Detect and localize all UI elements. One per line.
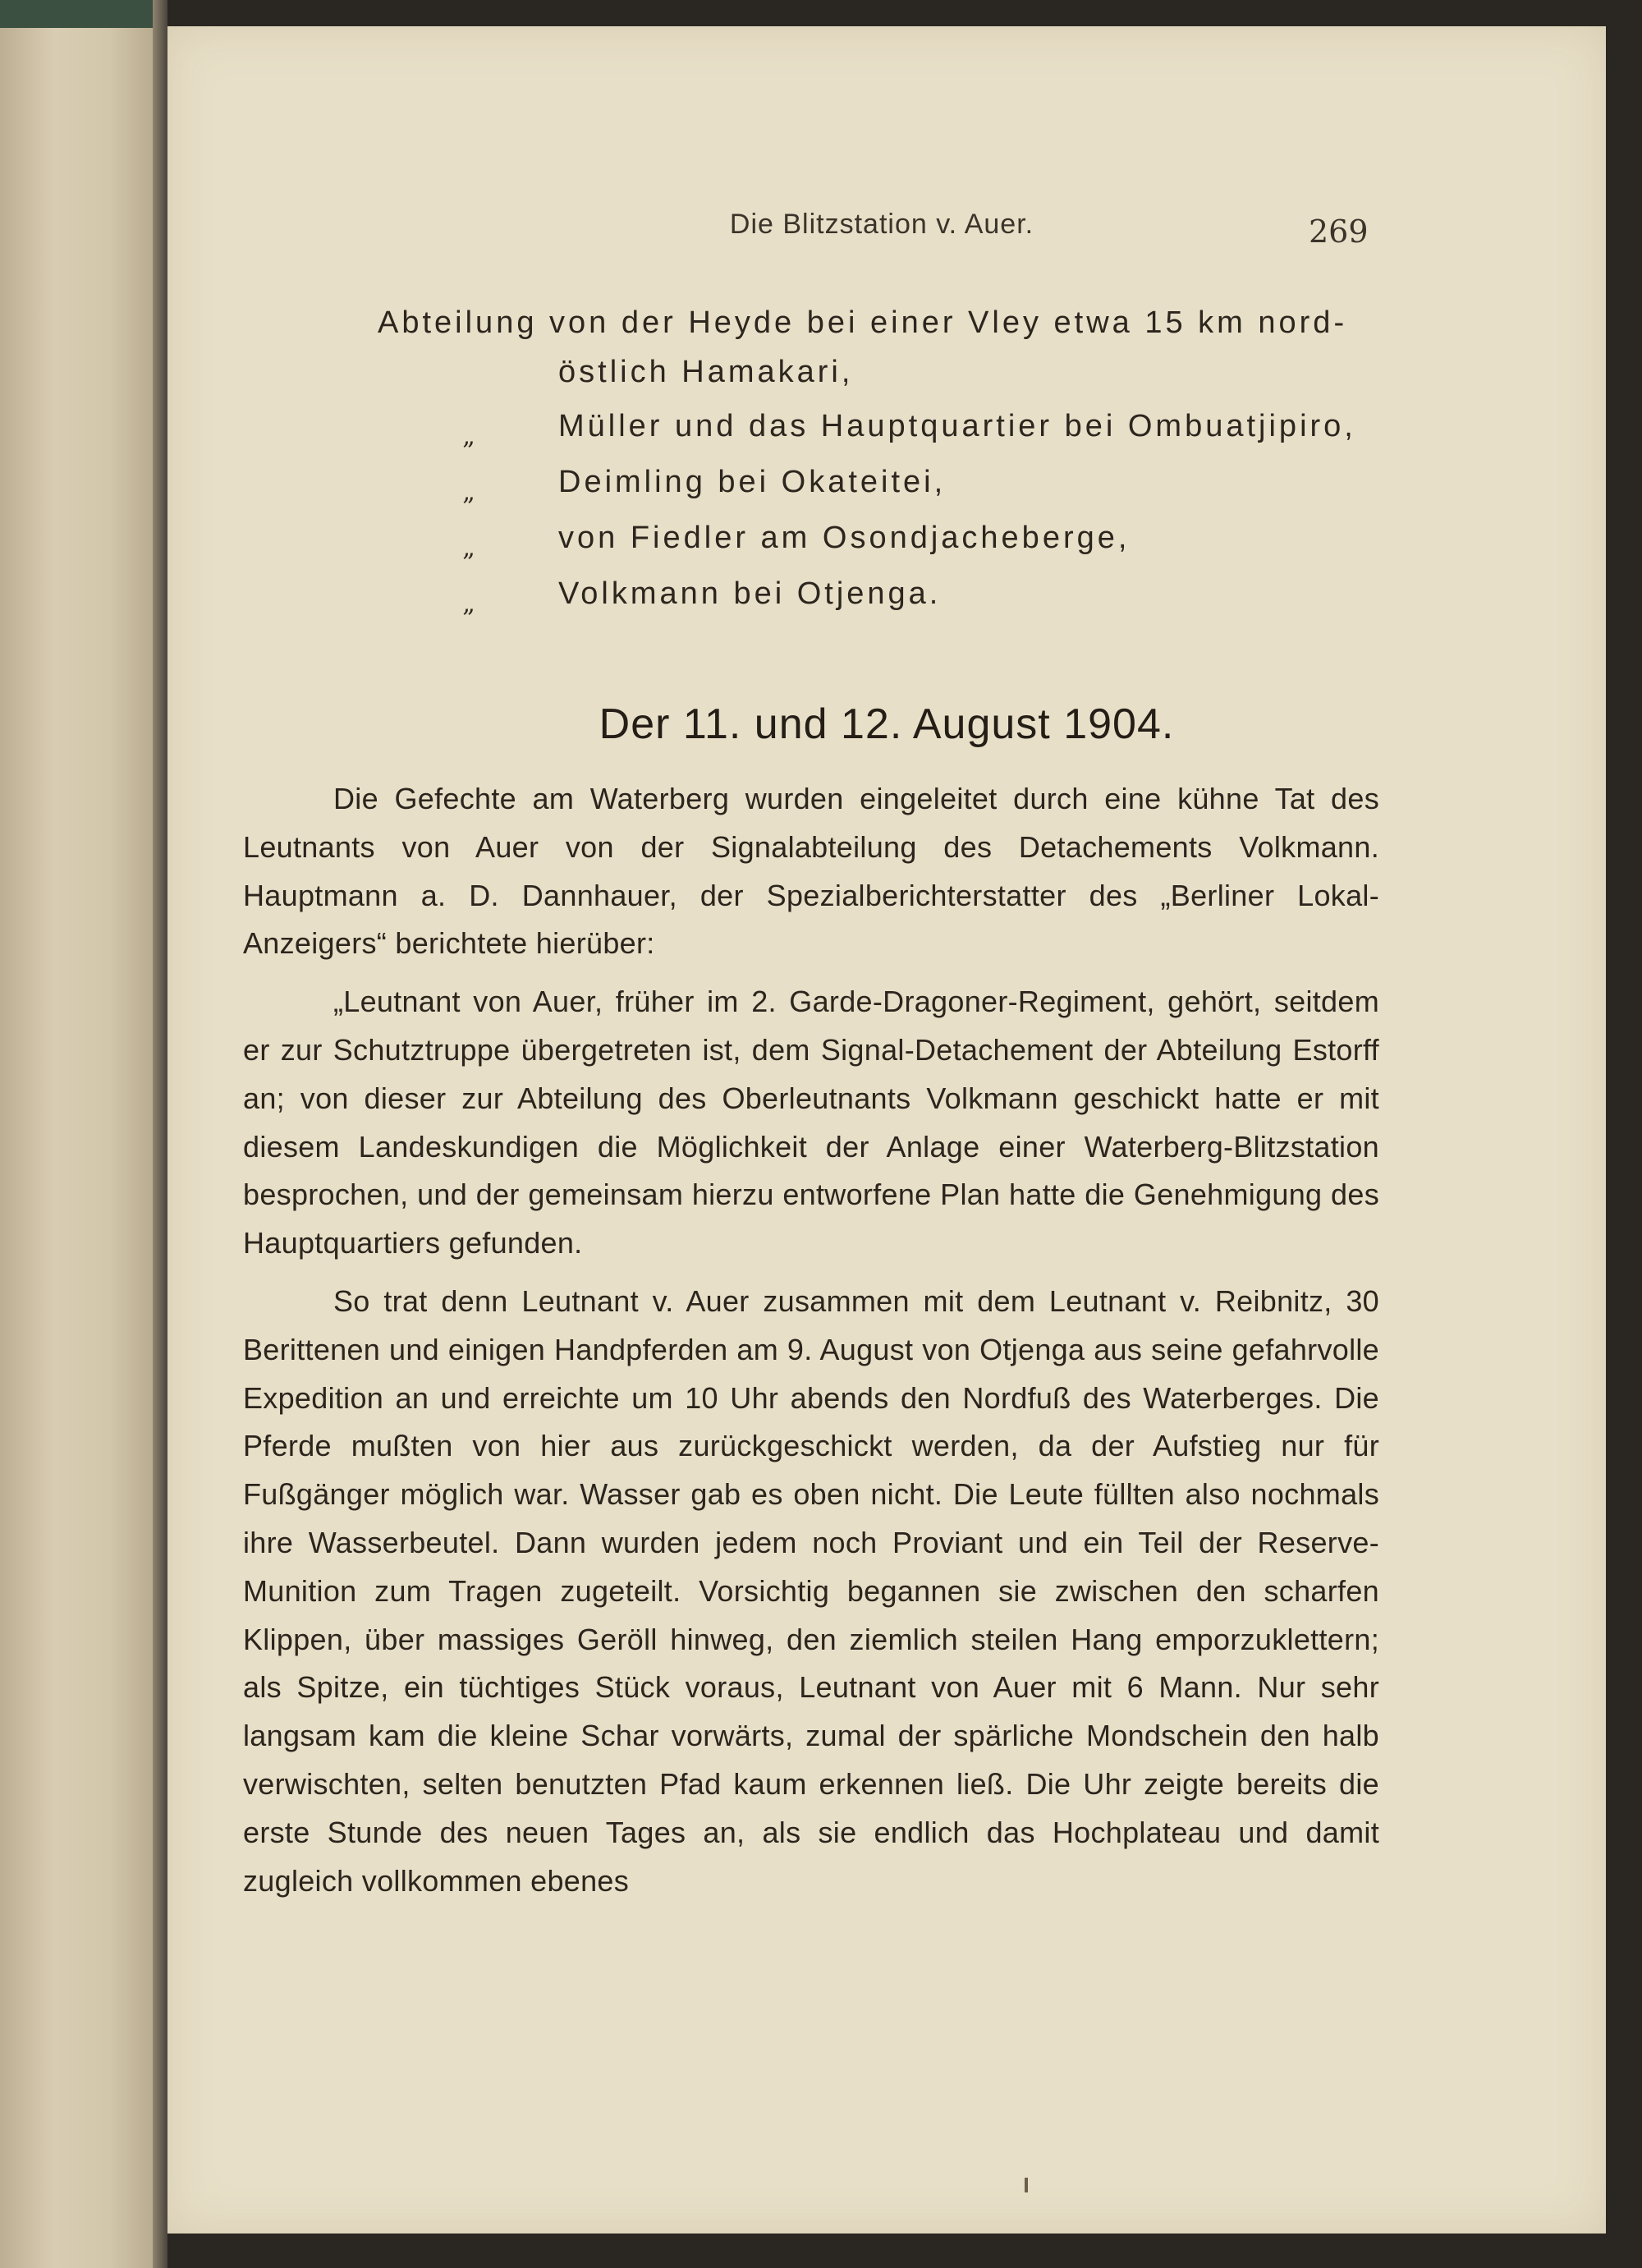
running-head: Die Blitzstation v. Auer.	[729, 209, 1034, 240]
page-header	[167, 209, 1606, 258]
list-item: Müller und das Hauptquartier bei Ombuatjipiro,	[558, 409, 1356, 443]
print-mark	[1025, 2178, 1028, 2192]
book-gutter	[153, 0, 167, 2268]
list-item: Abteilung von der Heyde bei einer Vley etwa 15 km nord-	[378, 305, 1348, 340]
list-item: von Fiedler am Osondjacheberge,	[558, 521, 1131, 555]
ditto-mark: „	[462, 478, 475, 507]
list-item: Volkmann bei Otjenga.	[558, 576, 942, 611]
ditto-mark: „	[462, 534, 475, 562]
book-page	[167, 26, 1606, 2234]
paragraph: „Leutnant von Auer, früher im 2. Garde-Dragoner-Regiment, gehört, seitdem er zur Schutztruppe übergetreten ist, dem Signal-Detachement der Abteilung Estorff an; von dieser zur Abteilung des Oberleutnants Volkmann geschickt hatte er mit diesem Landeskundigen die Möglichkeit der Anlage einer Waterberg-Blitzstation besprochen, und der gemeinsam hierzu entworfene Plan hatte die Genehmigung des Hauptquartiers gefunden.	[243, 985, 1379, 1260]
section-heading: Der 11. und 12. August 1904.	[599, 700, 1175, 748]
body-text	[243, 775, 1379, 1905]
paragraph: So trat denn Leutnant v. Auer zusammen mit dem Leutnant v. Reibnitz, 30 Berittenen und einigen Handpferden am 9. August von Otjenga aus seine gefahrvolle Expedition an und erreichte um 10 Uhr abends den Nordfuß des Waterberges. Die Pferde mußten von hier aus zurückgeschickt werden, da der Aufstieg nur für Fußgänger möglich war. Wasser gab es oben nicht. Die Leute füllten also nochmals ihre Wasserbeutel. Dann wurden jedem noch Proviant und ein Teil der Reserve-Munition zum Tragen zugeteilt. Vorsichtig begannen sie zwischen den scharfen Klippen, über massiges Geröll hinweg, den ziemlich steilen Hang emporzuklettern; als Spitze, ein tüchtiges Stück voraus, Leutnant von Auer mit 6 Mann. Nur sehr langsam kam die kleine Schar vorwärts, zumal der spärliche Mondschein den halb verwischten, selten benutzten Pfad kaum erkennen ließ. Die Uhr zeigte bereits die erste Stunde des neuen Tages an, als sie endlich das Hochplateau und damit zugleich vollkommen ebenes	[243, 1283, 1379, 1898]
page-number: 269	[1309, 213, 1369, 250]
binding-tab	[0, 0, 164, 28]
ditto-mark: „	[462, 590, 475, 618]
paragraph: Die Gefechte am Waterberg wurden eingeleitet durch eine kühne Tat des Leutnants von Auer von der Signalabteilung des Detachements Volkmann. Hauptmann a. D. Dannhauer, der Spezialberichterstatter des „Berliner Lokal-Anzeigers“ berichtete hierüber:	[243, 782, 1379, 961]
ditto-mark: „	[462, 422, 475, 451]
list-item: östlich Hamakari,	[558, 355, 854, 389]
list-item: Deimling bei Okateitei,	[558, 465, 947, 499]
facing-page-edge	[0, 0, 156, 2268]
